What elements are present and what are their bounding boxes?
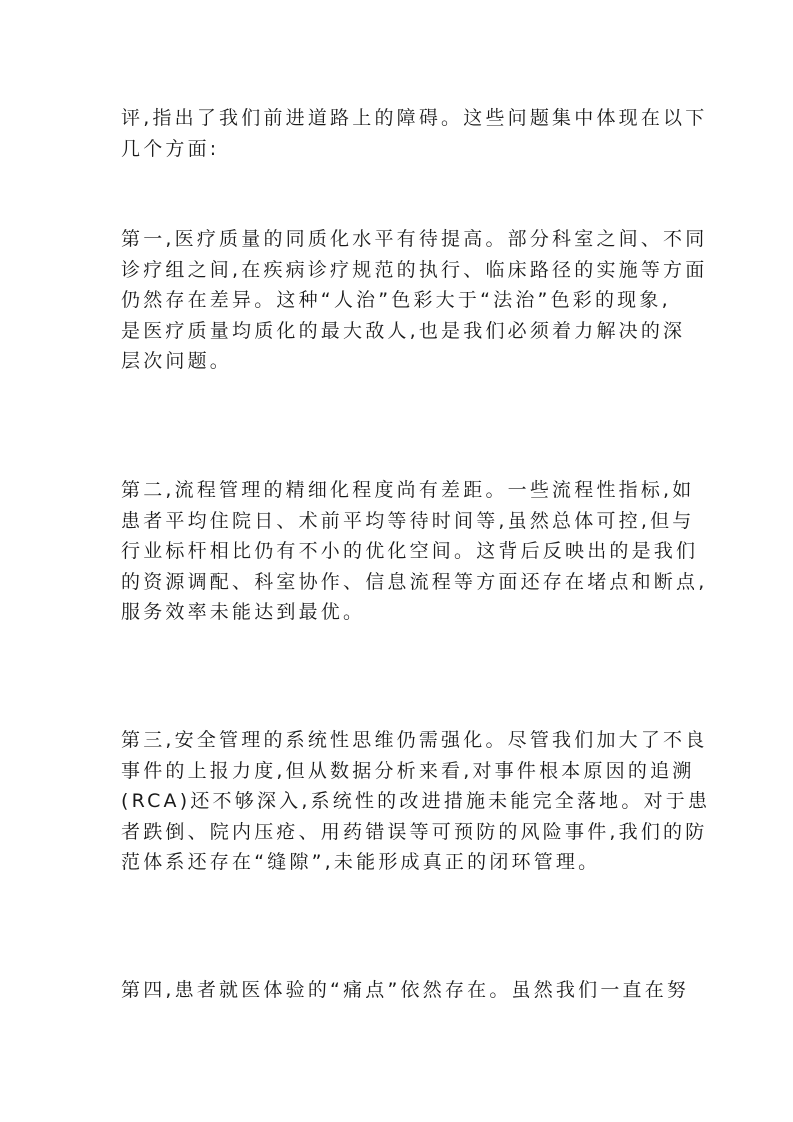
paragraph-third <box>121 725 711 878</box>
text-line: 第一,医疗质量的同质化水平有待提高。部分科室之间、不同 <box>121 228 708 250</box>
paragraph-first <box>121 224 708 377</box>
text-line: 第二,流程管理的精细化程度尚有差距。一些流程性指标,如 <box>121 479 695 501</box>
text-line: (RCA)还不够深入,系统性的改进措施未能完全落地。对于患 <box>121 790 711 812</box>
text-line: 服务效率未能达到最优。 <box>121 601 366 623</box>
text-line: 层次问题。 <box>121 350 233 372</box>
text-line: 者跌倒、院内压疮、用药错误等可预防的风险事件,我们的防 <box>121 820 708 843</box>
paragraph-fourth <box>121 975 690 1006</box>
text-line: 事件的上报力度,但从数据分析来看,对事件根本原因的追溯 <box>121 759 695 782</box>
text-line: 第三,安全管理的系统性思维仍需强化。尽管我们加大了不良 <box>121 729 708 751</box>
text-line: 几个方面: <box>121 137 220 160</box>
text-line: 的资源调配、科室协作、信息流程等方面还存在堵点和断点, <box>121 570 708 593</box>
text-line: 第四,患者就医体验的“痛点”依然存在。虽然我们一直在努 <box>121 979 690 1001</box>
text-line: 范体系还存在“缝隙”,未能形成真正的闭环管理。 <box>121 851 601 873</box>
paragraph-second <box>121 475 708 628</box>
text-line: 仍然存在差异。这种“人治”色彩大于“法治”色彩的现象, <box>121 289 671 311</box>
text-line: 诊疗组之间,在疾病诊疗规范的执行、临床路径的实施等方面 <box>121 258 708 281</box>
text-line: 是医疗质量均质化的最大敌人,也是我们必须着力解决的深 <box>121 319 686 342</box>
text-line: 行业标杆相比仍有不小的优化空间。这背后反映出的是我们 <box>121 540 699 562</box>
text-line: 患者平均住院日、术前平均等待时间等,虽然总体可控,但与 <box>121 509 695 532</box>
paragraph-intro <box>121 103 708 164</box>
text-line: 评,指出了我们前进道路上的障碍。这些问题集中体现在以下 <box>121 107 708 129</box>
